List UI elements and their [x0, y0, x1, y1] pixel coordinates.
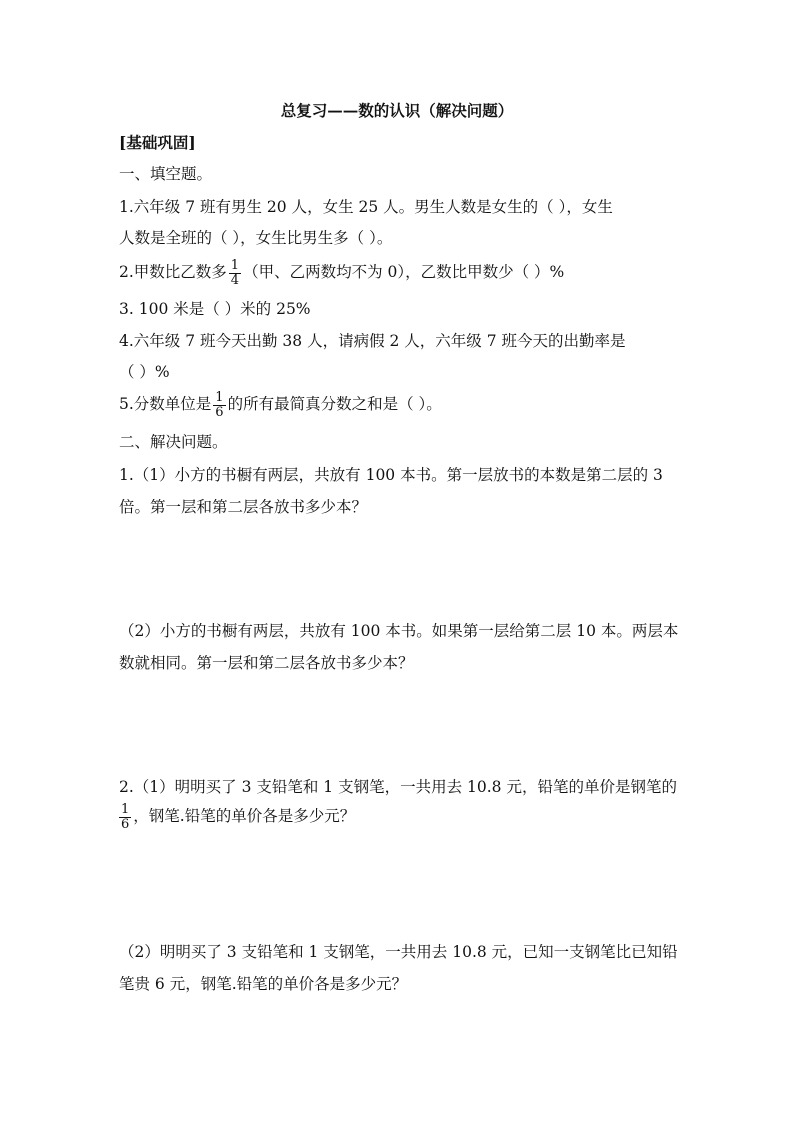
solve-problems-heading: 二、解决问题。	[119, 433, 228, 451]
section-basic-heading: [基础巩固]	[119, 133, 196, 152]
problem-2-2-line-2: 笔贵 6 元，钢笔.铅笔的单价各是多少元？	[119, 975, 408, 993]
question-1-line-1: 1.六年级 7 班有男生 20 人，女生 25 人。男生人数是女生的（ ），女生	[119, 198, 613, 216]
question-2-prefix: 2.甲数比乙数多	[119, 263, 227, 281]
problem-1-1-line-1: 1.（1）小方的书橱有两层，共放有 100 本书。第一层放书的本数是第二层的 3	[119, 466, 663, 484]
fraction-denominator: 6	[215, 404, 224, 420]
problem-2-2-line-1: （2）明明买了 3 支铅笔和 1 支钢笔，一共用去 10.8 元，已知一支钢笔比已知铅	[119, 943, 678, 961]
problem-1-2-line-1: （2）小方的书橱有两层，共放有 100 本书。如果第一层给第二层 10 本。两层本	[119, 622, 679, 640]
question-2	[119, 258, 679, 288]
question-5	[119, 390, 679, 420]
question-3: 3. 100 米是（ ）米的 25%	[119, 300, 311, 318]
fraction-one-quarter	[229, 259, 241, 288]
fraction-numerator: 1	[215, 389, 224, 405]
fill-blank-heading: 一、填空题。	[119, 165, 213, 183]
question-4-line-2: （ ）%	[119, 363, 170, 381]
fraction-denominator: 4	[230, 272, 240, 288]
fraction-numerator: 1	[230, 257, 240, 273]
problem-1-1-line-2: 倍。第一层和第二层各放书多少本？	[119, 498, 368, 516]
question-5-prefix: 5.分数单位是	[119, 395, 212, 413]
fraction-one-sixth	[119, 803, 131, 832]
question-5-suffix: 的所有最简真分数之和是（ ）。	[227, 395, 442, 413]
question-1-line-2: 人数是全班的（ ），女生比男生多（ ）。	[119, 229, 393, 247]
fraction-denominator: 6	[121, 816, 130, 832]
problem-2-1-line-2-text: ，钢笔.铅笔的单价各是多少元？	[133, 807, 356, 825]
fraction-one-sixth	[213, 391, 225, 420]
page-title: 总复习——数的认识（解决问题）	[280, 101, 514, 120]
problem-1-2-line-2: 数就相同。第一层和第二层各放书多少本？	[119, 654, 414, 672]
problem-2-1-line-1: 2.（1）明明买了 3 支铅笔和 1 支钢笔，一共用去 10.8 元，铅笔的单价是钢笔的	[119, 778, 677, 796]
question-2-suffix: （甲、乙两数均不为 0），乙数比甲数少（ ）%	[243, 263, 565, 281]
problem-2-1-line-2	[119, 802, 679, 832]
fraction-numerator: 1	[121, 801, 130, 817]
question-4-line-1: 4.六年级 7 班今天出勤 38 人，请病假 2 人，六年级 7 班今天的出勤率是	[119, 332, 626, 350]
